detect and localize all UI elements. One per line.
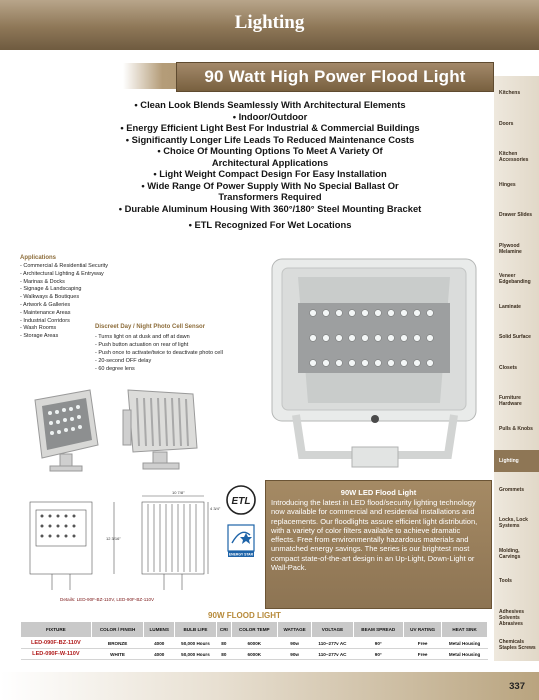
table-cell: 4000	[144, 649, 175, 660]
sidebar-item-solid-surface[interactable]: Solid Surface	[499, 334, 531, 340]
table-cell: 80	[216, 649, 231, 660]
description-title: 90W LED Flood Light	[340, 488, 417, 497]
table-cell: 50,000 Hours	[175, 638, 217, 649]
table-cell: 110~277v AC	[312, 649, 353, 660]
sidebar-item-hinges[interactable]: Hinges	[499, 181, 516, 188]
column-header: VOLTAGE	[312, 622, 353, 638]
table-cell: Free	[404, 649, 442, 660]
drawing-caption: Details: LED-90F-BZ-110V, LED-90F-BZ-110V	[60, 597, 155, 602]
feature-line: • Light Weight Compact Design For Easy Installation	[153, 168, 387, 179]
table-cell: 6000K	[231, 649, 277, 660]
feature-line: • Clean Look Blends Seamlessly With Architectural Elements	[134, 99, 406, 110]
feature-line: • Significantly Longer Life Leads To Reduced Maintenance Costs	[125, 133, 415, 145]
sidebar-item-laminate[interactable]: Laminate	[499, 303, 521, 310]
fixture-code: LED-090F-BZ-110V	[21, 638, 92, 649]
energy-star-logo-text: ENERGY STAR	[228, 552, 254, 557]
feature-line: Transformers Required	[218, 191, 322, 202]
fixture-code: LED-090F-W-110V	[21, 649, 92, 660]
section-header-bar	[0, 0, 539, 50]
spec-table-header-row	[21, 622, 488, 638]
application-item: - Commercial & Residential Security	[20, 263, 109, 269]
column-header: UV RATING	[404, 622, 442, 638]
photocell-item: - Push button actuation on rear of light	[95, 342, 189, 348]
sidebar-item-chemicals-staples-screws[interactable]: Chemicals Staples Screws	[499, 639, 536, 651]
applications-heading: Applications	[20, 255, 57, 261]
table-cell: 90°	[353, 638, 404, 649]
table-cell: BRONZE	[91, 638, 144, 649]
category-sidebar	[494, 76, 539, 661]
table-row	[21, 638, 488, 649]
table-cell: 90w	[277, 638, 312, 649]
application-item: - Artwork & Galleries	[20, 301, 71, 308]
sidebar-item-doors[interactable]: Doors	[499, 120, 514, 127]
table-cell: 90°	[353, 649, 404, 660]
sidebar-item-furniture-hardware[interactable]: Furniture Hardware	[499, 395, 522, 407]
table-row	[21, 649, 488, 660]
spec-table-title: 90W FLOOD LIGHT	[208, 611, 281, 620]
application-item: - Wash Rooms	[20, 325, 57, 332]
table-cell: 50,000 Hours	[175, 649, 217, 660]
application-item: - Walkways & Boutiques	[20, 294, 80, 301]
sidebar-item-kitchen-accessories[interactable]: Kitchen Accessories	[499, 151, 529, 163]
fixture-photo-rear	[113, 380, 213, 475]
product-title: 90 Watt High Power Flood Light	[204, 67, 466, 86]
table-cell: 6000K	[231, 638, 277, 649]
sidebar-item-kitchens[interactable]: Kitchens	[499, 90, 521, 96]
table-cell: 80	[216, 638, 231, 649]
column-header: CRI	[216, 622, 231, 638]
page-number: 337	[509, 681, 525, 692]
section-title: Lighting	[234, 12, 305, 33]
sidebar-item-lighting[interactable]: Lighting	[494, 450, 539, 472]
column-header: COLOR / FINISH	[91, 622, 144, 638]
table-cell: 90w	[277, 649, 312, 660]
feature-line: • Choice Of Mounting Options To Meet A Variety Of	[157, 145, 383, 156]
etl-logo-text: ETL	[231, 496, 251, 507]
dimension-drawing	[22, 490, 222, 600]
sidebar-item-locks-lock-systems[interactable]: Locks, Lock Systems	[499, 517, 528, 529]
application-item: - Marinas & Docks	[20, 278, 65, 285]
application-item: - Signage & Landscaping	[20, 286, 82, 293]
column-header: LUMENS	[144, 622, 175, 638]
feature-line: • Durable Aluminum Housing With 360°/180° Steel Mounting Bracket	[118, 202, 422, 214]
etl-logo-icon	[222, 483, 260, 519]
drawing-width-label: 10 7/8"	[172, 490, 185, 495]
sidebar-item-adhesives-solvents-abrasives[interactable]: Adhesives Solvents Abrasives	[499, 608, 525, 627]
sidebar-item-tools[interactable]: Tools	[499, 578, 512, 584]
application-item: - Architectural Lighting & Entryway	[20, 270, 104, 277]
sidebar-item-closets[interactable]: Closets	[499, 364, 518, 371]
photocell-item: - 20-second OFF delay	[95, 358, 152, 364]
feature-line: • Indoor/Outdoor	[232, 110, 308, 122]
drawing-depth-label: 4 3/4"	[210, 506, 221, 511]
table-cell: Metal Housing	[442, 649, 488, 660]
table-cell: Metal Housing	[442, 638, 488, 649]
spec-table	[20, 621, 488, 660]
description-text: Introducing the latest in LED flood/security lighting technology now available for commercial and residential installations and replacements. Our floodlights assure efficient light distribution, with a variety of color filters available to achieve dramatic effects. Free from environmentally hazardous materials and unmatched energy savings. The series is our brightest most compact state-of-the-art design in an Up-Light, Down-Light or Wall-Pack.	[271, 498, 478, 573]
application-item: - Maintenance Areas	[20, 309, 71, 316]
table-cell: 110~277v AC	[312, 638, 353, 649]
column-header: BEAM SPREAD	[353, 622, 404, 638]
feature-line: Architectural Applications	[211, 156, 329, 168]
footer-bar	[0, 672, 539, 700]
column-header: HEAT SINK	[442, 622, 488, 638]
product-title-box	[176, 62, 494, 92]
drawing-height-label: 12 3/16"	[106, 536, 121, 541]
application-item: - Industrial Corridors	[20, 317, 70, 324]
description-box	[265, 480, 492, 609]
energy-star-logo-icon	[222, 523, 260, 559]
sidebar-item-pulls-knobs[interactable]: Pulls & Knobs	[499, 425, 533, 432]
table-cell: Free	[404, 638, 442, 649]
photocell-heading: Discreet Day / Night Photo Cell Sensor	[95, 324, 206, 330]
photocell-item: - 60 degree lens	[95, 366, 135, 372]
sidebar-item-plywood-melamine[interactable]: Plywood Melamine	[499, 242, 522, 255]
feature-line: • Wide Range Of Power Supply With No Special Ballast Or	[141, 179, 399, 191]
sidebar-item-drawer-slides[interactable]: Drawer Slides	[499, 212, 533, 218]
column-header: BULB LIFE	[175, 622, 217, 638]
fixture-photo-main	[268, 255, 480, 480]
feature-line: • Energy Efficient Light Best For Industrial & Commercial Buildings	[120, 122, 420, 133]
column-header: COLOR TEMP	[231, 622, 277, 638]
fixture-photo-front	[20, 380, 115, 475]
photocell-item: - Push once to activate/twice to deactivate photo cell	[95, 350, 223, 356]
column-header: FIXTURE	[21, 622, 92, 638]
photocell-list	[95, 333, 223, 373]
feature-line: • ETL Recognized For Wet Locations	[188, 219, 352, 230]
application-item: - Storage Areas	[20, 333, 59, 340]
feature-list	[50, 99, 490, 231]
table-cell: 4000	[144, 638, 175, 649]
column-header: WATTAGE	[277, 622, 312, 638]
sidebar-item-veneer-edgebanding[interactable]: Veneer Edgebanding	[499, 273, 531, 285]
table-cell: WHITE	[91, 649, 144, 660]
photocell-item: - Turns light on at dusk and off at dawn	[95, 334, 190, 340]
sidebar-item-grommets[interactable]: Grommets	[499, 486, 525, 493]
sidebar-item-molding-carvings[interactable]: Molding, Carvings	[499, 547, 521, 560]
